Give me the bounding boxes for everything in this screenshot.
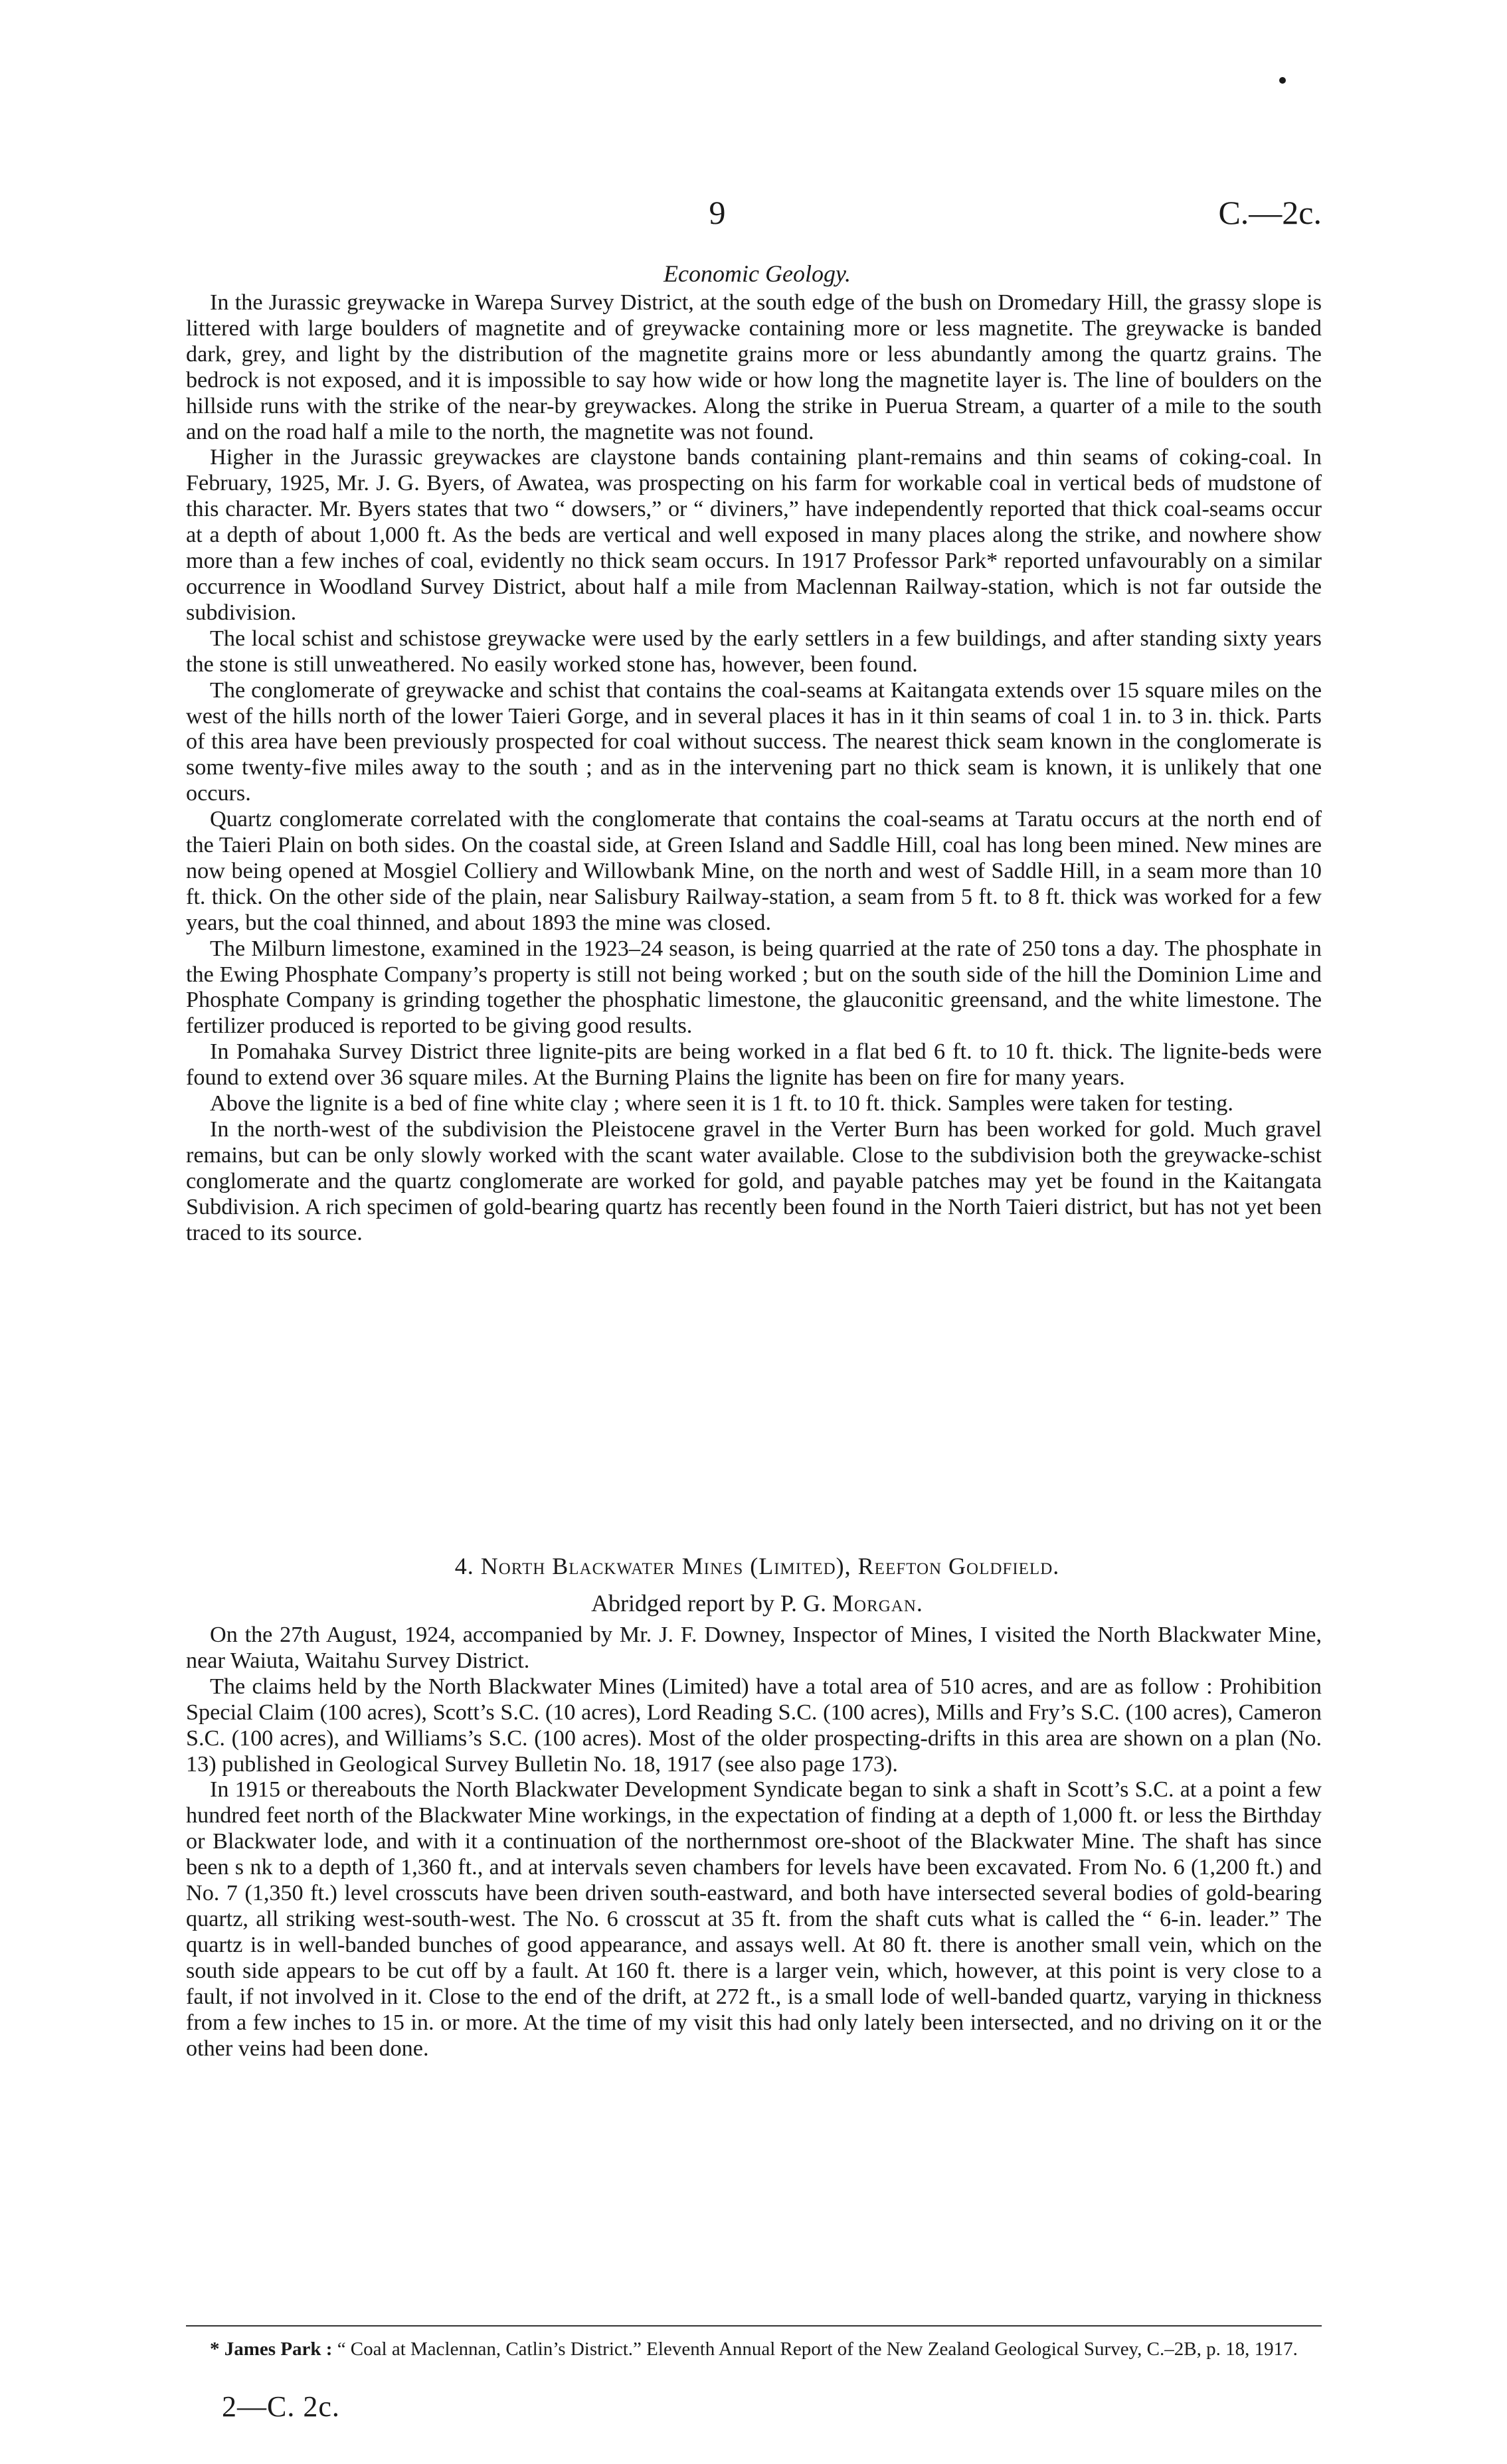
- paragraph: The Milburn limestone, examined in the 1923–24 season, is being quarried at the rate of 250 tons a day. The phosphate in the Ewing Phosphate Company’s property is still not being worked ; but on the south side of the hill the Dominion Lime and Phosphate Company is grinding together the phosphatic limestone, the glauconitic greensand, and the white limestone. The fertilizer produced is reported to be giving good results.: [186, 936, 1322, 1039]
- footnote-author: * James Park :: [210, 2338, 333, 2360]
- paragraph: The conglomerate of greywacke and schist that contains the coal-seams at Kaitangata extends over 15 square miles on the west of the hills north of the lower Taieri Gorge, and in several places it has in it thin seams of coal 1 in. to 3 in. thick. Parts of this area have been previously prospected for coal without success. The nearest thick seam known in the conglomerate is some twenty-five miles away to the south ; and as in the intervening part no thick seam is known, it is unlikely that one occurs.: [186, 677, 1322, 806]
- page-number: 9: [709, 194, 726, 231]
- paragraph: Above the lignite is a bed of fine white clay ; where seen it is 1 ft. to 10 ft. thick. Samples were taken for testing.: [210, 1091, 1233, 1116]
- paragraph: Higher in the Jurassic greywackes are claystone bands containing plant-remains and thin seams of coking-coal. In February, 1925, Mr. J. G. Byers, of Awatea, was prospecting on his farm for workable coal in vertical beds of mudstone of this character. Mr. Byers states that two “ dowsers,” or “ diviners,” have independently reported that thick coal-seams occur at a depth of about 1,000 ft. As the beds are vertical and well exposed in many places along the strike, and nowhere show more than a few inches of coal, evidently no thick seam occurs. In 1917 Professor Park* reported unfavourably on a similar occurrence in Woodland Survey District, about half a mile from Maclennan Railway-station, which is not far outside the subdivision.: [186, 445, 1322, 625]
- paragraph: In Pomahaka Survey District three lignite-pits are being worked in a flat bed 6 ft. to 10 ft. thick. The lignite-beds were found to extend over 36 square miles. At the Burning Plains the lignite has been on fire for many years.: [186, 1039, 1322, 1091]
- byline-author: Morgan.: [832, 1590, 923, 1617]
- economic-geology-heading: Economic Geology.: [664, 260, 851, 287]
- paragraph: The local schist and schistose greywacke were used by the early settlers in a few buildings, and after standing sixty years the stone is still unweathered. No easily worked stone has, however, been found.: [186, 626, 1322, 677]
- economic-geology-body: [186, 290, 1322, 1247]
- paragraph: The claims held by the North Blackwater Mines (Limited) have a total area of 510 acres, and are as follow : Prohibition Special Claim (100 acres), Scott’s S.C. (10 acres), Lord Reading S.C. (100 acres), Mills and Fry’s S.C. (100 acres), Cameron S.C. (100 acres), and Williams’s S.C. (100 acres). Most of the older prospecting-drifts in this area are shown on a plan (No. 13) published in Geological Survey Bulletin No. 18, 1917 (see also page 173).: [186, 1674, 1322, 1777]
- paragraph: On the 27th August, 1924, accompanied by Mr. J. F. Downey, Inspector of Mines, I visited the North Blackwater Mine, near Waiuta, Waitahu Survey District.: [186, 1623, 1322, 1673]
- paragraph: In 1915 or thereabouts the North Blackwater Development Syndicate began to sink a shaft in Scott’s S.C. at a point a few hundred feet north of the Blackwater Mine workings, in the expectation of finding at a depth of 1,000 ft. or less the Birthday or Blackwater lode, and with it a continuation of the northernmost ore-shoot of the Blackwater Mine. The shaft has since been s nk to a depth of 1,360 ft., and at intervals seven chambers for levels have been excavated. From No. 6 (1,200 ft.) and No. 7 (1,350 ft.) level crosscuts have been driven south-eastward, and both have intersected several bodies of gold-bearing quartz, all striking west-south-west. The No. 6 crosscut at 35 ft. from the shaft cuts what is called the “ 6-in. leader.” The quartz is in well-banded bunches of good appearance, and assays well. At 80 ft. there is another small vein, which on the south side appears to be cut off by a fault. At 160 ft. there is a larger vein, which, however, at this point is very close to a fault, if not involved in it. Close to the end of the drift, at 272 ft., is a small lode of well-banded quartz, varying in thickness from a few inches to 15 in. or more. At the time of my visit this had only lately been intersected, and no driving on it or the other veins had been done.: [186, 1777, 1322, 2061]
- north-blackwater-body: [186, 1623, 1322, 2062]
- footnote-text: “ Coal at Maclennan, Catlin’s District.” Eleventh Annual Report of the New Zealand Geological Survey, C.–2B, p. 18, 1917.: [332, 2338, 1298, 2360]
- parliamentary-paper-reference: C.—2c.: [1218, 194, 1322, 231]
- byline-prefix: Abridged report by P. G.: [591, 1590, 833, 1617]
- footnote-divider: [186, 2325, 1322, 2327]
- report-byline: [186, 1587, 1328, 1619]
- footnote: [186, 2337, 1322, 2361]
- paragraph: In the north-west of the subdivision the Pleistocene gravel in the Verter Burn has been worked for gold. Much gravel remains, but can be only slowly worked with the scant water available. Close to the subdivision both the greywacke-schist conglomerate and the quartz conglomerate are worked for gold, and payable patches may yet be found in the Kaitangata Subdivision. A rich specimen of gold-bearing quartz has recently been found in the North Taieri district, but has not yet been traced to its source.: [186, 1117, 1322, 1245]
- paragraph: In the Jurassic greywacke in Warepa Survey District, at the south edge of the bush on Dromedary Hill, the grassy slope is littered with large boulders of magnetite and of greywacke containing more or less magnetite. The greywacke is banded dark, grey, and light by the distribution of the magnetite grains more or less abundantly among the quartz grains. The bedrock is not exposed, and it is impossible to say how wide or how long the magnetite layer is. The line of boulders on the hillside runs with the strike of the near-by greywackes. Along the strike in Puerua Stream, a quarter of a mile to the south and on the road half a mile to the north, the magnetite was not found.: [186, 290, 1322, 444]
- print-speck: [1279, 77, 1286, 84]
- north-blackwater-heading: 4. North Blackwater Mines (Limited), Reefton Goldfield.: [454, 1553, 1060, 1579]
- paragraph: Quartz conglomerate correlated with the conglomerate that contains the coal-seams at Taratu occurs at the north end of the Taieri Plain on both sides. On the coastal side, at Green Island and Saddle Hill, coal has long been mined. New mines are now being opened at Mosgiel Colliery and Willowbank Mine, on the north and west of Saddle Hill, in a seam more than 10 ft. thick. On the other side of the plain, near Salisbury Railway-station, a seam from 5 ft. to 8 ft. thick was worked for a few years, but the coal thinned, and about 1893 the mine was closed.: [186, 807, 1322, 935]
- printer-signature-mark: 2—C. 2c.: [222, 2390, 340, 2423]
